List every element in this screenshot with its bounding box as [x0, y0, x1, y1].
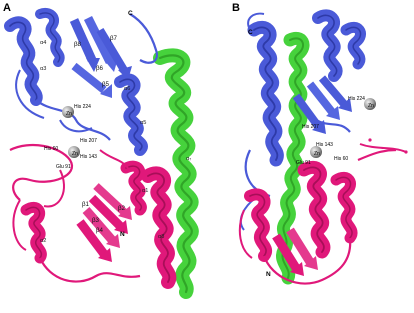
panel-b-label-n: N [266, 271, 271, 278]
panel-a-label-alpha4: α4 [40, 40, 47, 46]
panel-b-label-c: C [248, 29, 253, 36]
panel-b-label-his224: His 224 [348, 96, 365, 102]
panel-a-label-alpha2: α2 [40, 238, 47, 244]
panel-a-label-c: C [128, 10, 133, 17]
panel-a-label-beta1: β1 [82, 201, 90, 208]
panel-a-label-beta7: β7 [110, 35, 118, 42]
panel-a-label-alpha8: α8 [158, 234, 165, 240]
panel-b-lower-domain [240, 138, 408, 283]
panel-b-label-his207: His 207 [302, 124, 319, 130]
panel-b [232, 2, 408, 284]
panel-a-label-beta8: β8 [74, 41, 82, 48]
panel-a-upper-domain [10, 13, 157, 150]
panel-a-label-beta6: β6 [96, 65, 104, 72]
panel-a-lower-domain [10, 145, 169, 282]
panel-b-label-zn-lower: Zn [314, 151, 320, 157]
panel-b-label-his143: His 143 [316, 142, 333, 148]
panel-a-label-alpha1: α1 [142, 188, 149, 194]
panel-a-label-zn-lower: Zn [72, 151, 78, 157]
panel-a-label-beta2: β2 [118, 205, 126, 212]
panel-a-label-glu91: Glu 91 [56, 164, 71, 170]
panel-a-label-beta4: β4 [96, 227, 104, 234]
panel-b-label-zn-upper: Zn [368, 103, 374, 109]
panel-a-label-his60: His 60 [44, 146, 59, 152]
panel-b-label-his60: His 60 [334, 156, 349, 162]
panel-a-label-zn-upper: Zn [66, 111, 72, 117]
panel-a-label-beta3: β3 [92, 217, 100, 224]
panel-a-label-alpha5: α5 [140, 120, 147, 126]
panel-a [3, 2, 192, 292]
panel-b-letter: B [232, 2, 240, 14]
panel-a-label-alpha-linker: α₇ [186, 156, 192, 162]
panel-a-label-beta5: β5 [102, 81, 110, 88]
panel-a-label-alpha3: α3 [40, 66, 47, 72]
panel-a-letter: A [3, 2, 11, 14]
panel-b-label-glu91: Glu 91 [296, 160, 311, 166]
panel-a-label-his224: His 224 [74, 104, 91, 110]
panel-a-label-his207: His 207 [80, 138, 97, 144]
panel-a-label-alpha6: α6 [124, 86, 131, 92]
panel-a-label-n: N [120, 231, 125, 238]
panel-a-label-his143: His 143 [80, 154, 97, 160]
